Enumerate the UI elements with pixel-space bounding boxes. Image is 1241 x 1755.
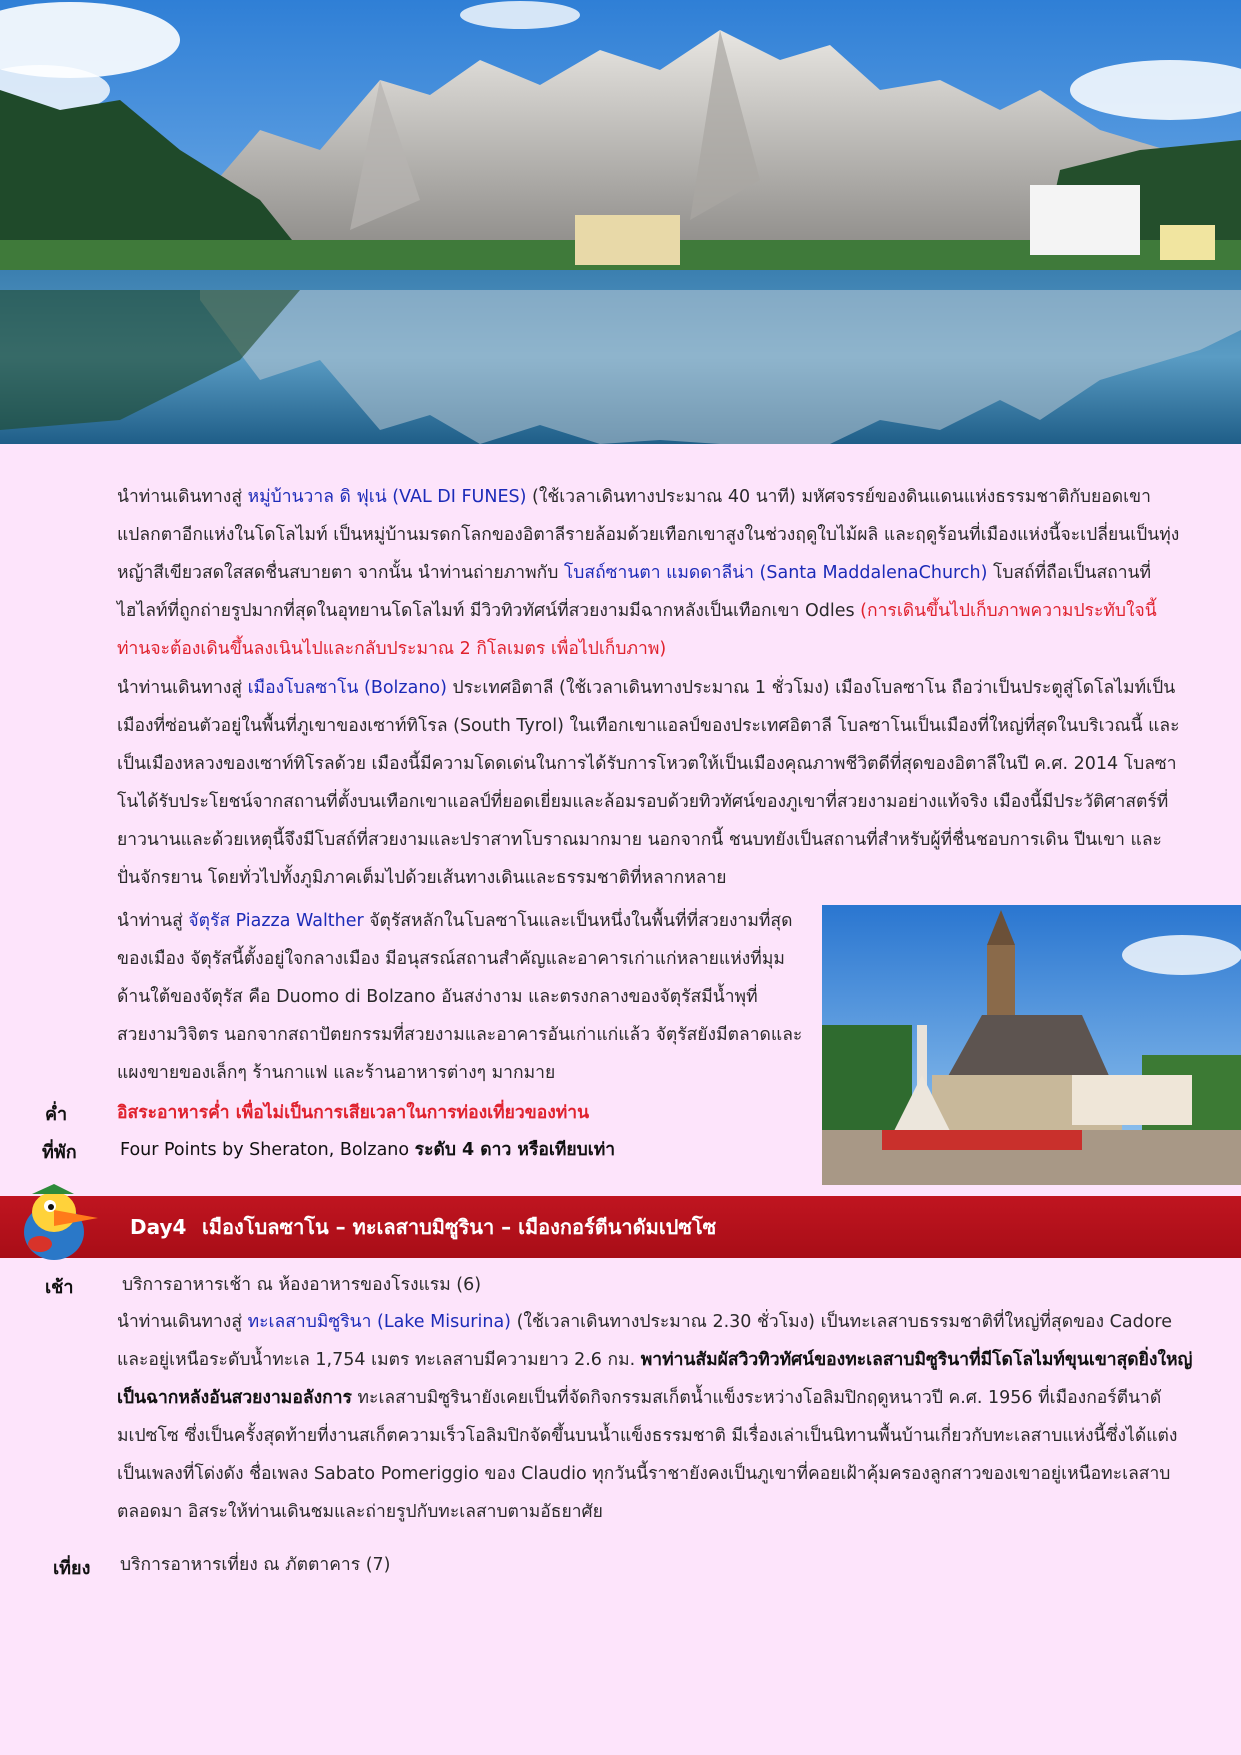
paragraph-piazza-walther xyxy=(117,902,803,1092)
paragraph-bolzano xyxy=(117,669,1183,897)
piazza-walther-highlight: จัตุรัส Piazza Walther xyxy=(188,911,364,931)
breakfast-label: เช้า xyxy=(45,1277,74,1298)
walking-note: (การเดินขึ้นไปเก็บภาพความประทับใจนี้ ท่านจะต้องเดินขึ้นลงเนินไปและกลับประมาณ 2 กิโลเมตร เพื่อไปเก็บภาพ) xyxy=(117,601,1157,659)
hotel-text xyxy=(120,1131,820,1169)
p2-lead: นำท่านเดินทางสู่ xyxy=(117,678,248,698)
paragraph-lake-misurina xyxy=(117,1303,1197,1531)
p3-body: จัตุรัสหลักในโบลซาโนและเป็นหนึ่งในพื้นที่ที่สวยงามที่สุดของเมือง จัตุรัสนี้ตั้งอยู่ใจกลางเมือง มีอนุสรณ์สถานสำคัญและอาคารเก่าแก่หลายแห่งที่มุมด้านใต้ของจัตุรัส คือ Duomo di Bolzano อันสง่างาม และตรงกลางของจัตุรัสมีน้ำพุที่สวยงามวิจิตร นอกจากสถาปัตยกรรมที่สวยงามและอาคารอันเก่าแก่แล้ว จัตุรัสยังมีตลาดและแผงขายของเล็กๆ ร้านกาแฟ และร้านอาหารต่างๆ มากมาย xyxy=(117,911,803,1083)
dinner-text xyxy=(117,1094,817,1132)
lake-illustration xyxy=(0,0,1241,444)
val-di-funes-highlight: หมู่บ้านวาล ดิ ฟุเน่ (VAL DI FUNES) xyxy=(247,487,527,507)
photo-piazza-walther xyxy=(822,905,1241,1185)
p3-lead: นำท่านสู่ xyxy=(117,911,189,931)
day-number: Day4 xyxy=(130,1215,187,1239)
dinner-label: ค่ำ xyxy=(45,1104,68,1125)
piazza-illustration xyxy=(822,905,1241,1185)
toucan-mascot-icon xyxy=(10,1180,98,1264)
dinner-note: อิสระอาหารค่ำ เพื่อไม่เป็นการเสียเวลาในการท่องเที่ยวของท่าน xyxy=(117,1103,590,1123)
p2-body: ประเทศอิตาลี (ใช้เวลาเดินทางประมาณ 1 ชั่วโมง) เมืองโบลซาโน ถือว่าเป็นประตูสู่โดโลไมท์เป็นเมืองที่ซ่อนตัวอยู่ในพื้นที่ภูเขาของเซาท์ทิโรล (South Tyrol) ในเทือกเขาแอลป์ของประเทศอิตาลี โบลซาโนเป็นเมืองที่ใหญ่ที่สุดในบริเวณนี้ และเป็นเมืองหลวงของเซาท์ทิโรลด้วย เมืองนี้มีความโดดเด่นในการได้รับการโหวตให้เป็นเมืองคุณภาพชีวิตดีที่สุดของอิตาลีในปี ค.ศ. 2014 โบลซาโนได้รับประโยชน์จากสถานที่ตั้งบนเทือกเขาแอลป์ที่ยอดเยี่ยมและล้อมรอบด้วยทิวทัศน์ของภูเขาที่สวยงามอย่างแท้จริง เมืองนี้มีประวัติศาสตร์ที่ยาวนานและด้วยเหตุนี้จึงมีโบสถ์ที่สวยงามและปราสาทโบราณมากมาย นอกจากนี้ ชนบทยังเป็นสถานที่สำหรับผู้ที่ชื่นชอบการเดิน ปีนเขา และปั่นจักรยาน โดยทั่วไปทั้งภูมิภาคเต็มไปด้วยเส้นทางเดินและธรรมชาติที่หลากหลาย xyxy=(117,678,1180,888)
breakfast-text: บริการอาหารเช้า ณ ห้องอาหารของโรงแรม (6) xyxy=(122,1275,482,1295)
p1-body2: โบสถ์ที่ถือเป็นสถานที่ไฮไลท์ที่ถูกถ่ายรูปมากที่สุดในอุทยานโดโลไมท์ มีวิวทิวทัศน์ที่สวยงามมีฉากหลังเป็นเทือกเขา Odles xyxy=(117,563,1152,621)
day4-header-bar xyxy=(0,1196,1241,1258)
p1-lead: นำท่านเดินทางสู่ xyxy=(117,487,248,507)
lake-misurina-highlight: ทะเลสาบมิซูรินา (Lake Misurina) xyxy=(247,1312,512,1332)
day-title: เมืองโบลซาโน – ทะเลสาบมิซูรินา – เมืองกอร์ตีนาดัมเปซโซ xyxy=(202,1215,717,1239)
hotel-rating: ระดับ 4 ดาว หรือเทียบเท่า xyxy=(414,1140,616,1160)
bolzano-highlight: เมืองโบลซาโน (Bolzano) xyxy=(247,678,447,698)
paragraph-val-di-funes xyxy=(117,478,1183,668)
lunch-label: เที่ยง xyxy=(53,1558,91,1579)
d4-body: (ใช้เวลาเดินทางประมาณ 2.30 ชั่วโมง) เป็นทะเลสาบธรรมชาติที่ใหญ่ที่สุดของ Cadore และอยู่เหนือระดับน้ำทะเล 1,754 เมตร ทะเลสาบมีความยาว 2.6 กม. xyxy=(117,1312,1172,1370)
santa-maddalena-highlight: โบสถ์ซานตา แมดดาลีน่า (Santa MaddalenaChurch) xyxy=(563,563,988,583)
hotel-name: Four Points by Sheraton, Bolzano xyxy=(120,1140,415,1160)
d4-lead: นำท่านเดินทางสู่ xyxy=(117,1312,248,1332)
d4-bold: พาท่านสัมผัสวิวทิวทัศน์ของทะเลสาบมิซูรินาที่มีโดโลไมท์ขุนเขาสุดยิ่งใหญ่เป็นฉากหลังอันสวยงามอลังการ xyxy=(117,1350,1193,1408)
p1-body: (ใช้เวลาเดินทางประมาณ 40 นาที) มหัศจรรย์ของดินแดนแห่งธรรมชาติกับยอดเขาแปลกตาอีกแห่งในโดโลไมท์ เป็นหมู่บ้านมรดกโลกของอิตาลีรายล้อมด้วยเทือกเขาสูงในช่วงฤดูใบไม้ผลิ และฤดูร้อนที่เมืองแห่งนี้จะเปลี่ยนเป็นทุ่งหญ้าสีเขียวสดใสสดชื่นสบายตา จากนั้น นำท่านถ่ายภาพกับ xyxy=(117,487,1180,583)
hero-photo-lake-misurina xyxy=(0,0,1241,444)
lunch-text: บริการอาหารเที่ยง ณ ภัตตาคาร (7) xyxy=(120,1555,391,1575)
d4-body2: ทะเลสาบมิซูรินายังเคยเป็นที่จัดกิจกรรมสเก็ตน้ำแข็งระหว่างโอลิมปิกฤดูหนาวปี ค.ศ. 1956 ที่เมืองกอร์ตีนาดัมเปซโซ ซึ่งเป็นครั้งสุดท้ายที่งานสเก็ตความเร็วโอลิมปิกจัดขึ้นบนน้ำแข็งธรรมชาติ มีเรื่องเล่าเป็นนิทานพื้นบ้านเกี่ยวกับทะเลสาบแห่งนี้ซึ่งได้แต่งเป็นเพลงที่โด่งดัง ชื่อเพลง Sabato Pomeriggio ของ Claudio ทุกวันนี้ราชายังคงเป็นภูเขาที่คอยเฝ้าคุ้มครองลูกสาวของเขาอยู่เหนือทะเลสาบตลอดมา อิสระให้ท่านเดินชมและถ่ายรูปกับทะเลสาบตามอัธยาศัย xyxy=(117,1388,1178,1522)
hotel-label: ที่พัก xyxy=(42,1142,77,1163)
